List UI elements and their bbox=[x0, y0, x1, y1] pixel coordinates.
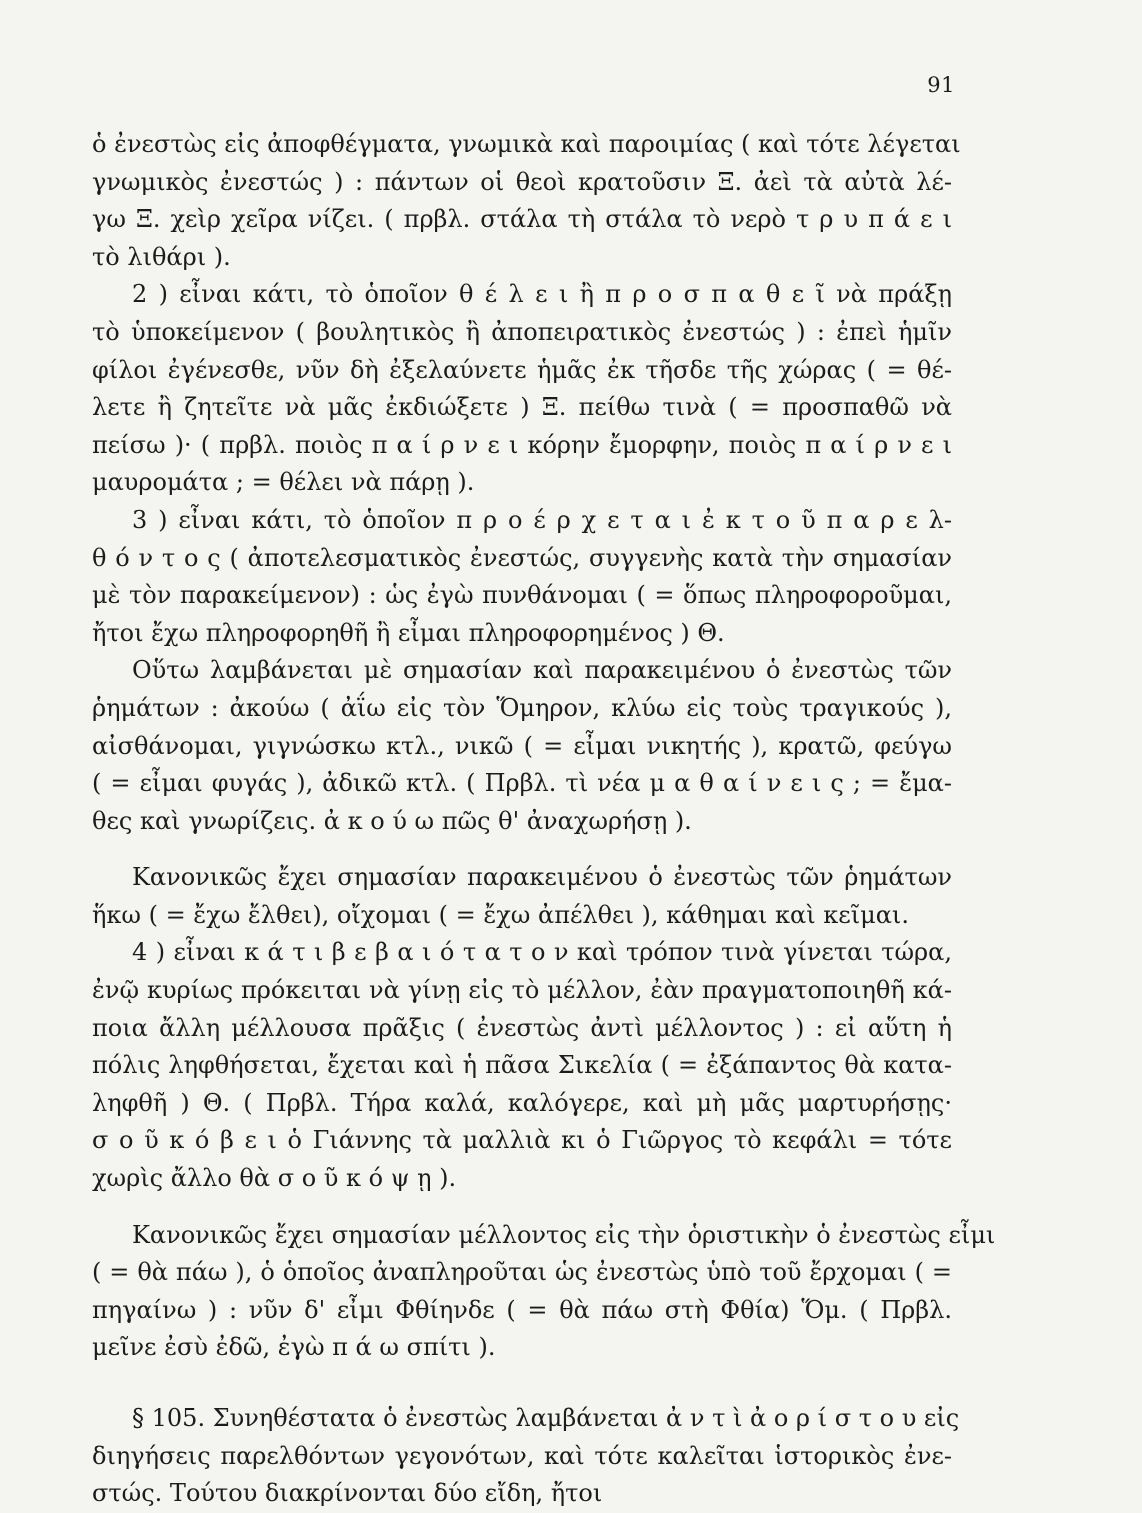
text-line: ἐνῷ κυρίως πρόκειται νὰ γίνῃ εἰς τὸ μέλλον, ἐὰν πραγματοποιηθῆ κά- bbox=[92, 976, 952, 1005]
text-line: τὸ λιθάρι ). bbox=[92, 242, 231, 271]
text-line: μαυρομάτα ; = θέλει νὰ πάρῃ ). bbox=[92, 468, 475, 497]
text-line: φίλοι ἐγένεσθε, νῦν δὴ ἐξελαύνετε ἡμᾶς ἐκ τῆσδε τῆς χώρας ( = θέ- bbox=[92, 355, 952, 384]
text-line: πόλις ληφθήσεται, ἔχεται καὶ ἡ πᾶσα Σικελία ( = ἐξάπαντος θὰ κατα- bbox=[92, 1051, 952, 1080]
text-line: θες καὶ γνωρίζεις. ἀ κ ο ύ ω πῶς θ' ἀναχωρήσῃ ). bbox=[92, 806, 692, 835]
text-line: λετε ἢ ζητεῖτε νὰ μᾶς ἐκδιώξετε ) Ξ. πείθω τινὰ ( = προσπαθῶ νὰ bbox=[92, 393, 952, 422]
text-line: πηγαίνω ) : νῦν δ' εἶμι Φθίηνδε ( = θὰ πάω στὴ Φθία) Ὅμ. ( Πρβλ. bbox=[92, 1295, 952, 1324]
text-line: μὲ τὸν παρακείμενον) : ὡς ἐγὼ πυνθάνομαι ( = ὅπως πληροφοροῦμαι, bbox=[92, 581, 952, 610]
text-line: ἥκω ( = ἔχω ἔλθει), οἴχομαι ( = ἔχω ἀπέλθει ), κάθημαι καὶ κεῖμαι. bbox=[92, 900, 909, 929]
text-line: στώς. Τούτου διακρίνονται δύο εἴδη, ἤτοι bbox=[92, 1479, 603, 1508]
text-line: ὁ ἐνεστὼς εἰς ἀποφθέγματα, γνωμικὰ καὶ παροιμίας ( καὶ τότε λέγεται bbox=[92, 130, 961, 158]
text-line: χωρὶς ἄλλο θὰ σ ο ῦ κ ό ψ ῃ ). bbox=[92, 1164, 457, 1193]
text-line: ληφθῆ ) Θ. ( Πρβλ. Τήρα καλά, καλόγερε, καὶ μὴ μᾶς μαρτυρήσῃς· bbox=[92, 1088, 952, 1117]
text-line: ῥημάτων : ἀκούω ( ἀΐω εἰς τὸν Ὅμηρον, κλύω εἰς τοὺς τραγικούς ), bbox=[92, 693, 952, 722]
text-line: τὸ ὑποκείμενον ( βουλητικὸς ἢ ἀποπειρατικὸς ἐνεστώς ) : ἐπεὶ ἡμῖν bbox=[92, 317, 952, 346]
text-line: 2 ) εἶναι κάτι, τὸ ὁποῖον θ έ λ ε ι ἢ π ρ ο σ π α θ ε ῖ νὰ πράξῃ bbox=[132, 280, 952, 309]
text-line: 3 ) εἶναι κάτι, τὸ ὁποῖον π ρ ο έ ρ χ ε τ α ι ἐ κ τ ο ῦ π α ρ ε λ- bbox=[132, 505, 952, 534]
text-line: σ ο ῦ κ ό β ε ι ὁ Γιάννης τὰ μαλλιὰ κι ὁ Γιῶργος τὸ κεφάλι = τότε bbox=[92, 1126, 952, 1155]
text-line: πείσω )· ( πρβλ. ποιὸς π α ί ρ ν ε ι κόρην ἔμορφην, ποιὸς π α ί ρ ν ε ι bbox=[92, 430, 952, 459]
section-heading-line: § 105. Συνηθέστατα ὁ ἐνεστὼς λαμβάνεται ἀ ν τ ὶ ἀ ο ρ ί σ τ ο υ εἰς bbox=[132, 1404, 960, 1432]
text-line: θ ό ν τ ο ς ( ἀποτελεσματικὸς ἐνεστώς, συγγενὴς κατὰ τὴν σημασίαν bbox=[92, 543, 952, 572]
text-line: Οὕτω λαμβάνεται μὲ σημασίαν καὶ παρακειμένου ὁ ἐνεστὼς τῶν bbox=[132, 656, 952, 685]
text-line: γω Ξ. χεὶρ χεῖρα νίζει. ( πρβλ. στάλα τὴ στάλα τὸ νερὸ τ ρ υ π ά ε ι bbox=[92, 205, 952, 234]
text-line: διηγήσεις παρελθόντων γεγονότων, καὶ τότε καλεῖται ἱστορικὸς ἐνε- bbox=[92, 1441, 952, 1470]
page-number: 91 bbox=[927, 73, 955, 97]
text-line: 4 ) εἶναι κ ά τ ι β ε β α ι ό τ α τ ο ν καὶ τρόπον τινὰ γίνεται τώρα, bbox=[132, 938, 952, 967]
text-line: ( = εἶμαι φυγάς ), ἀδικῶ κτλ. ( Πρβλ. τὶ νέα μ α θ α ί ν ε ι ς ; = ἔμα- bbox=[92, 769, 952, 798]
text-line: μεῖνε ἐσὺ ἐδῶ, ἐγὼ π ά ω σπίτι ). bbox=[92, 1333, 496, 1362]
text-line: ἤτοι ἔχω πληροφορηθῆ ἢ εἶμαι πληροφορημένος ) Θ. bbox=[92, 618, 725, 647]
text-line: αἰσθάνομαι, γιγνώσκω κτλ., νικῶ ( = εἶμαι νικητής ), κρατῶ, φεύγω bbox=[92, 731, 952, 760]
text-line: ποια ἄλλη μέλλουσα πρᾶξις ( ἐνεστὼς ἀντὶ μέλλοντος ) : εἰ αὕτη ἡ bbox=[92, 1013, 952, 1042]
text-line: Κανονικῶς ἔχει σημασίαν παρακειμένου ὁ ἐνεστὼς τῶν ῥημάτων bbox=[132, 863, 952, 892]
body-text bbox=[92, 126, 996, 1513]
text-line: γνωμικὸς ἐνεστώς ) : πάντων οἱ θεοὶ κρατοῦσιν Ξ. ἀεὶ τὰ αὐτὰ λέ- bbox=[92, 167, 952, 196]
text-line: ( = θὰ πάω ), ὁ ὁποῖος ἀναπληροῦται ὡς ἐνεστὼς ὑπὸ τοῦ ἔρχομαι ( = bbox=[92, 1258, 952, 1287]
text-line: Κανονικῶς ἔχει σημασίαν μέλλοντος εἰς τὴν ὁριστικὴν ὁ ἐνεστὼς εἶμι bbox=[132, 1220, 996, 1249]
